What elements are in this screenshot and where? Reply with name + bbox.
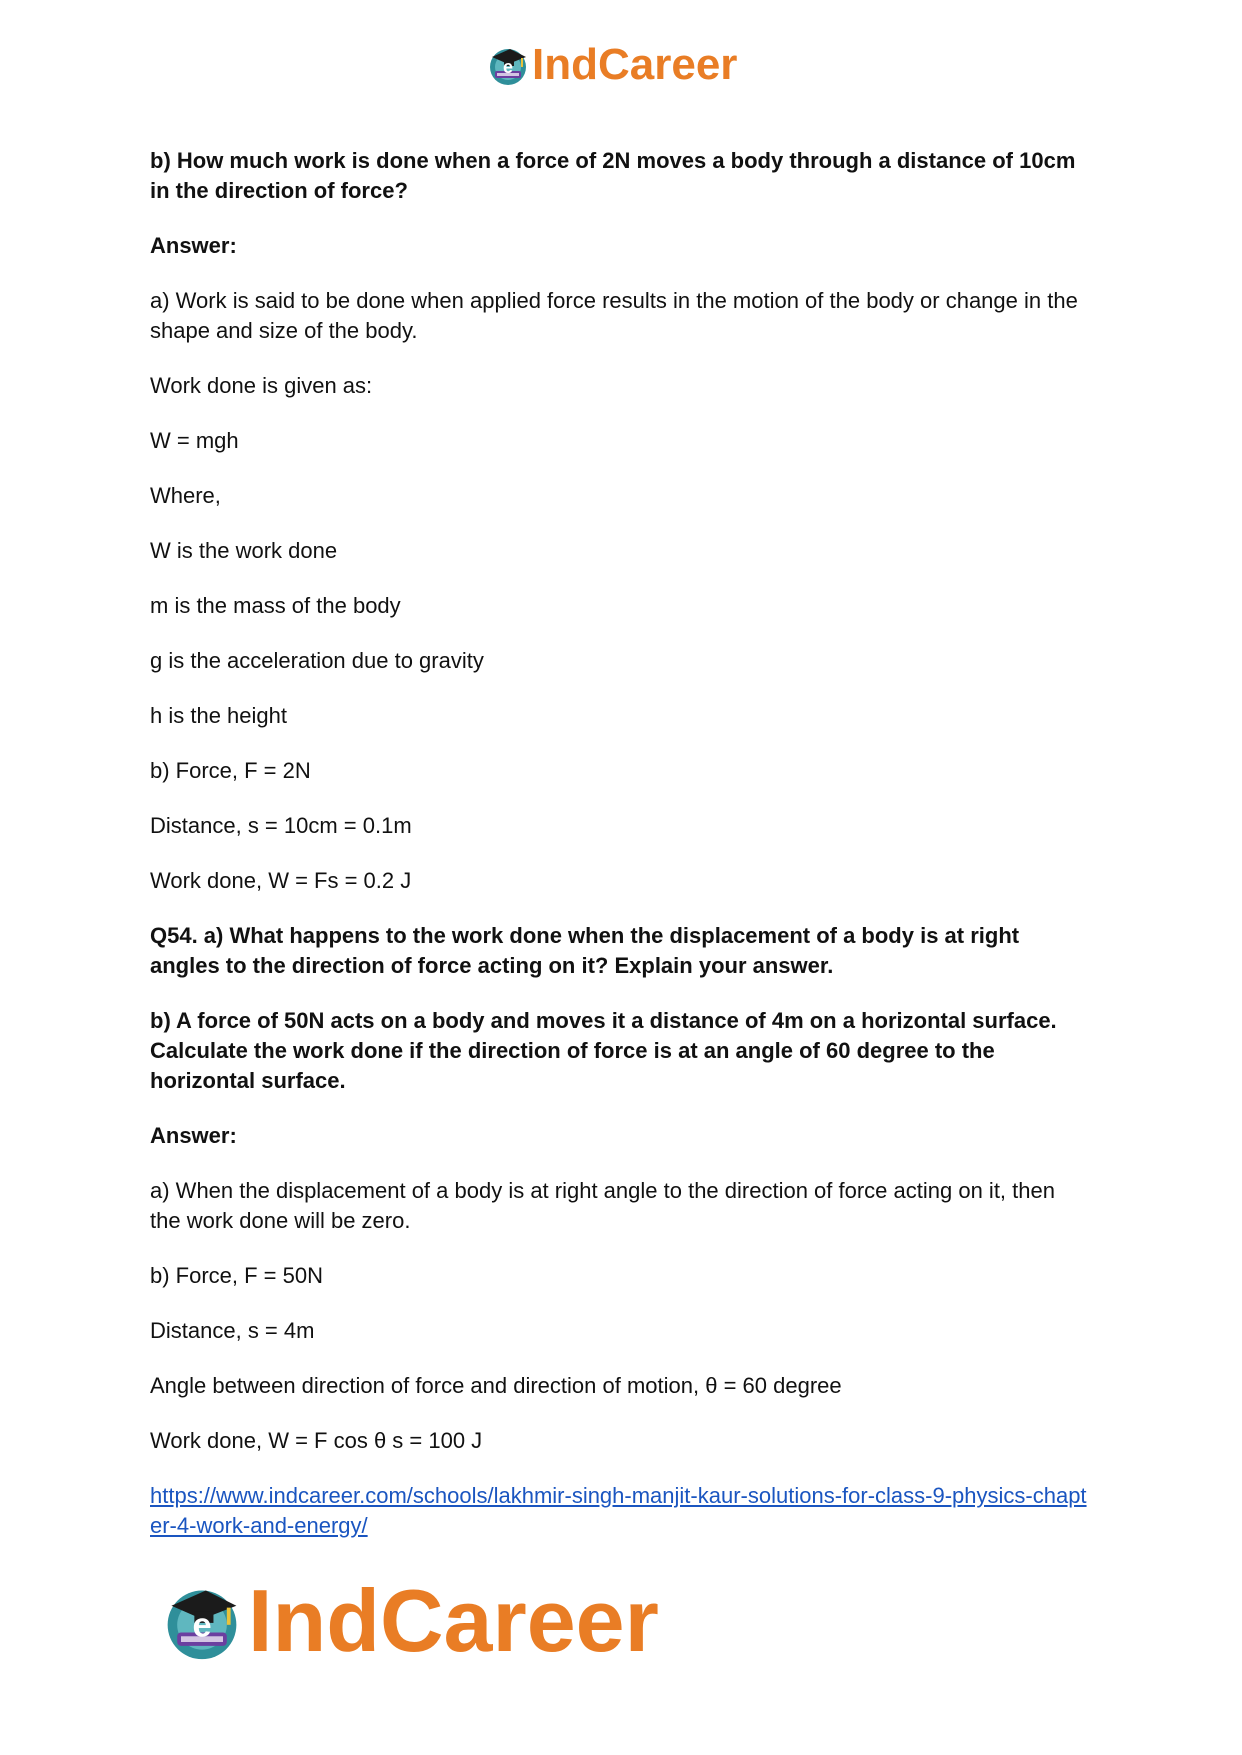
footer-logo	[160, 1571, 659, 1670]
paragraph: Work done, W = F cos θ s = 100 J	[150, 1428, 483, 1453]
paragraph: a) Work is said to be done when applied force results in the motion of the body or change in the shape and size of the body.	[150, 288, 1078, 343]
graduation-cap-book-icon	[486, 43, 530, 87]
paragraph: Q54. a) What happens to the work done when the displacement of a body is at right angles to the direction of force acting on it? Explain your answer.	[150, 923, 1020, 978]
paragraph: b) How much work is done when a force of 2N moves a body through a distance of 10cm in the direction of force?	[150, 148, 1076, 203]
paragraph: W is the work done	[150, 538, 338, 563]
paragraph: Distance, s = 10cm = 0.1m	[150, 813, 412, 838]
svg-text:e: e	[192, 1606, 212, 1645]
header-logo	[486, 42, 737, 88]
paragraph: Answer:	[150, 1123, 237, 1148]
paragraph: W = mgh	[150, 428, 239, 453]
document-body	[150, 146, 1090, 1541]
source-link[interactable]: https://www.indcareer.com/schools/lakhmir-singh-manjit-kaur-solutions-for-class-9-physics-chapter-4-work-and-energy/	[150, 1483, 1087, 1538]
paragraph: b) A force of 50N acts on a body and moves it a distance of 4m on a horizontal surface. Calculate the work done if the direction of force is at an angle of 60 degree to the horizontal surface.	[150, 1008, 1057, 1093]
paragraph: Work done, W = Fs = 0.2 J	[150, 868, 412, 893]
paragraph: b) Force, F = 50N	[150, 1263, 324, 1288]
paragraph: g is the acceleration due to gravity	[150, 648, 484, 673]
paragraph: Distance, s = 4m	[150, 1318, 315, 1343]
paragraph: Angle between direction of force and direction of motion, θ = 60 degree	[150, 1373, 842, 1398]
paragraph: a) When the displacement of a body is at right angle to the direction of force acting on it, then the work done will be zero.	[150, 1178, 1055, 1233]
paragraph: Work done is given as:	[150, 373, 373, 398]
graduation-cap-book-icon	[160, 1579, 244, 1663]
paragraph: b) Force, F = 2N	[150, 758, 311, 783]
svg-text:e: e	[502, 57, 514, 77]
brand-name: IndCareer	[248, 1571, 659, 1670]
paragraph: m is the mass of the body	[150, 593, 401, 618]
brand-name: IndCareer	[532, 40, 738, 89]
paragraph: Where,	[150, 483, 221, 508]
paragraph: h is the height	[150, 703, 287, 728]
paragraph: Answer:	[150, 233, 237, 258]
